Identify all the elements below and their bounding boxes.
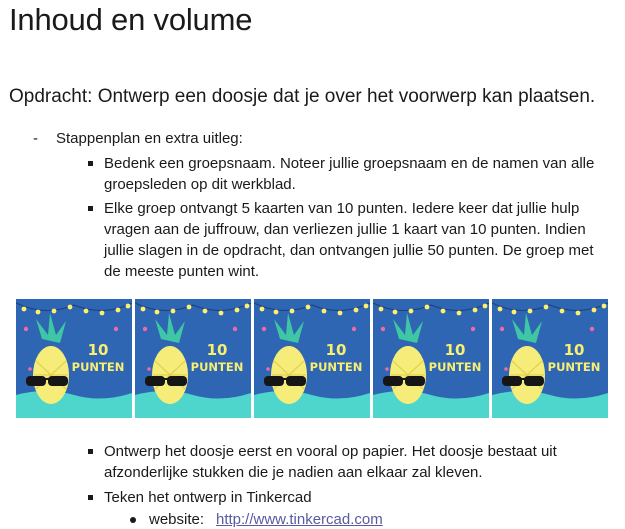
card-points-number: 10 — [87, 341, 109, 359]
card-points-label: PUNTEN — [190, 360, 244, 374]
steps-list-bottom — [88, 441, 608, 512]
points-card — [135, 299, 251, 418]
square-bullet-icon — [88, 161, 93, 166]
page-title: Inhoud en volume — [9, 2, 253, 37]
card-points-number: 10 — [325, 341, 347, 359]
card-points-label: PUNTEN — [309, 360, 363, 374]
square-bullet-icon — [88, 495, 93, 500]
website-label: website: — [149, 511, 205, 528]
steps-heading: Stappenplan en extra uitleg: — [56, 130, 243, 147]
points-cards-row — [16, 299, 610, 418]
list-item — [88, 441, 608, 483]
list-item-text: Bedenk een groepsnaam. Noteer jullie groepsnaam en de namen van alle groepsleden op dit werkblad. — [104, 155, 595, 193]
card-points-number: 10 — [444, 341, 466, 359]
points-card — [492, 299, 608, 418]
list-item — [88, 487, 608, 508]
list-item — [88, 153, 608, 195]
list-item-text: Teken het ontwerp in Tinkercad — [104, 489, 312, 506]
points-card — [373, 299, 489, 418]
steps-list-top — [88, 153, 608, 285]
points-card — [254, 299, 370, 418]
task-heading: Opdracht: Ontwerp een doosje dat je over het voorwerp kan plaatsen. — [9, 86, 596, 107]
pineapple-card-image — [492, 299, 608, 418]
card-points-number: 10 — [563, 341, 585, 359]
list-item-text: Ontwerp het doosje eerst en vooral op papier. Het doosje bestaat uit afzonderlijke stukken die je nadien aan elkaar zal kleven. — [104, 443, 557, 481]
card-points-label: PUNTEN — [428, 360, 482, 374]
dash-marker: - — [33, 130, 38, 147]
card-points-label: PUNTEN — [71, 360, 125, 374]
pineapple-card-image — [135, 299, 251, 418]
pineapple-card-image — [373, 299, 489, 418]
square-bullet-icon — [88, 449, 93, 454]
card-points-number: 10 — [206, 341, 228, 359]
tinkercad-link[interactable]: http://www.tinkercad.com — [216, 511, 383, 528]
round-bullet-icon — [130, 517, 136, 523]
pineapple-card-image — [254, 299, 370, 418]
square-bullet-icon — [88, 206, 93, 211]
pineapple-card-image — [16, 299, 132, 418]
list-item — [88, 198, 608, 282]
points-card — [16, 299, 132, 418]
list-item-text: Elke groep ontvangt 5 kaarten van 10 punten. Iedere keer dat jullie hulp vragen aan de juffrouw, dan verliezen jullie 1 kaart van 10 punten. Indien jullie slagen in de opdracht, dan ontvangen jullie 50 punten. De groep met de meeste punten wint. — [104, 200, 594, 280]
card-points-label: PUNTEN — [547, 360, 601, 374]
